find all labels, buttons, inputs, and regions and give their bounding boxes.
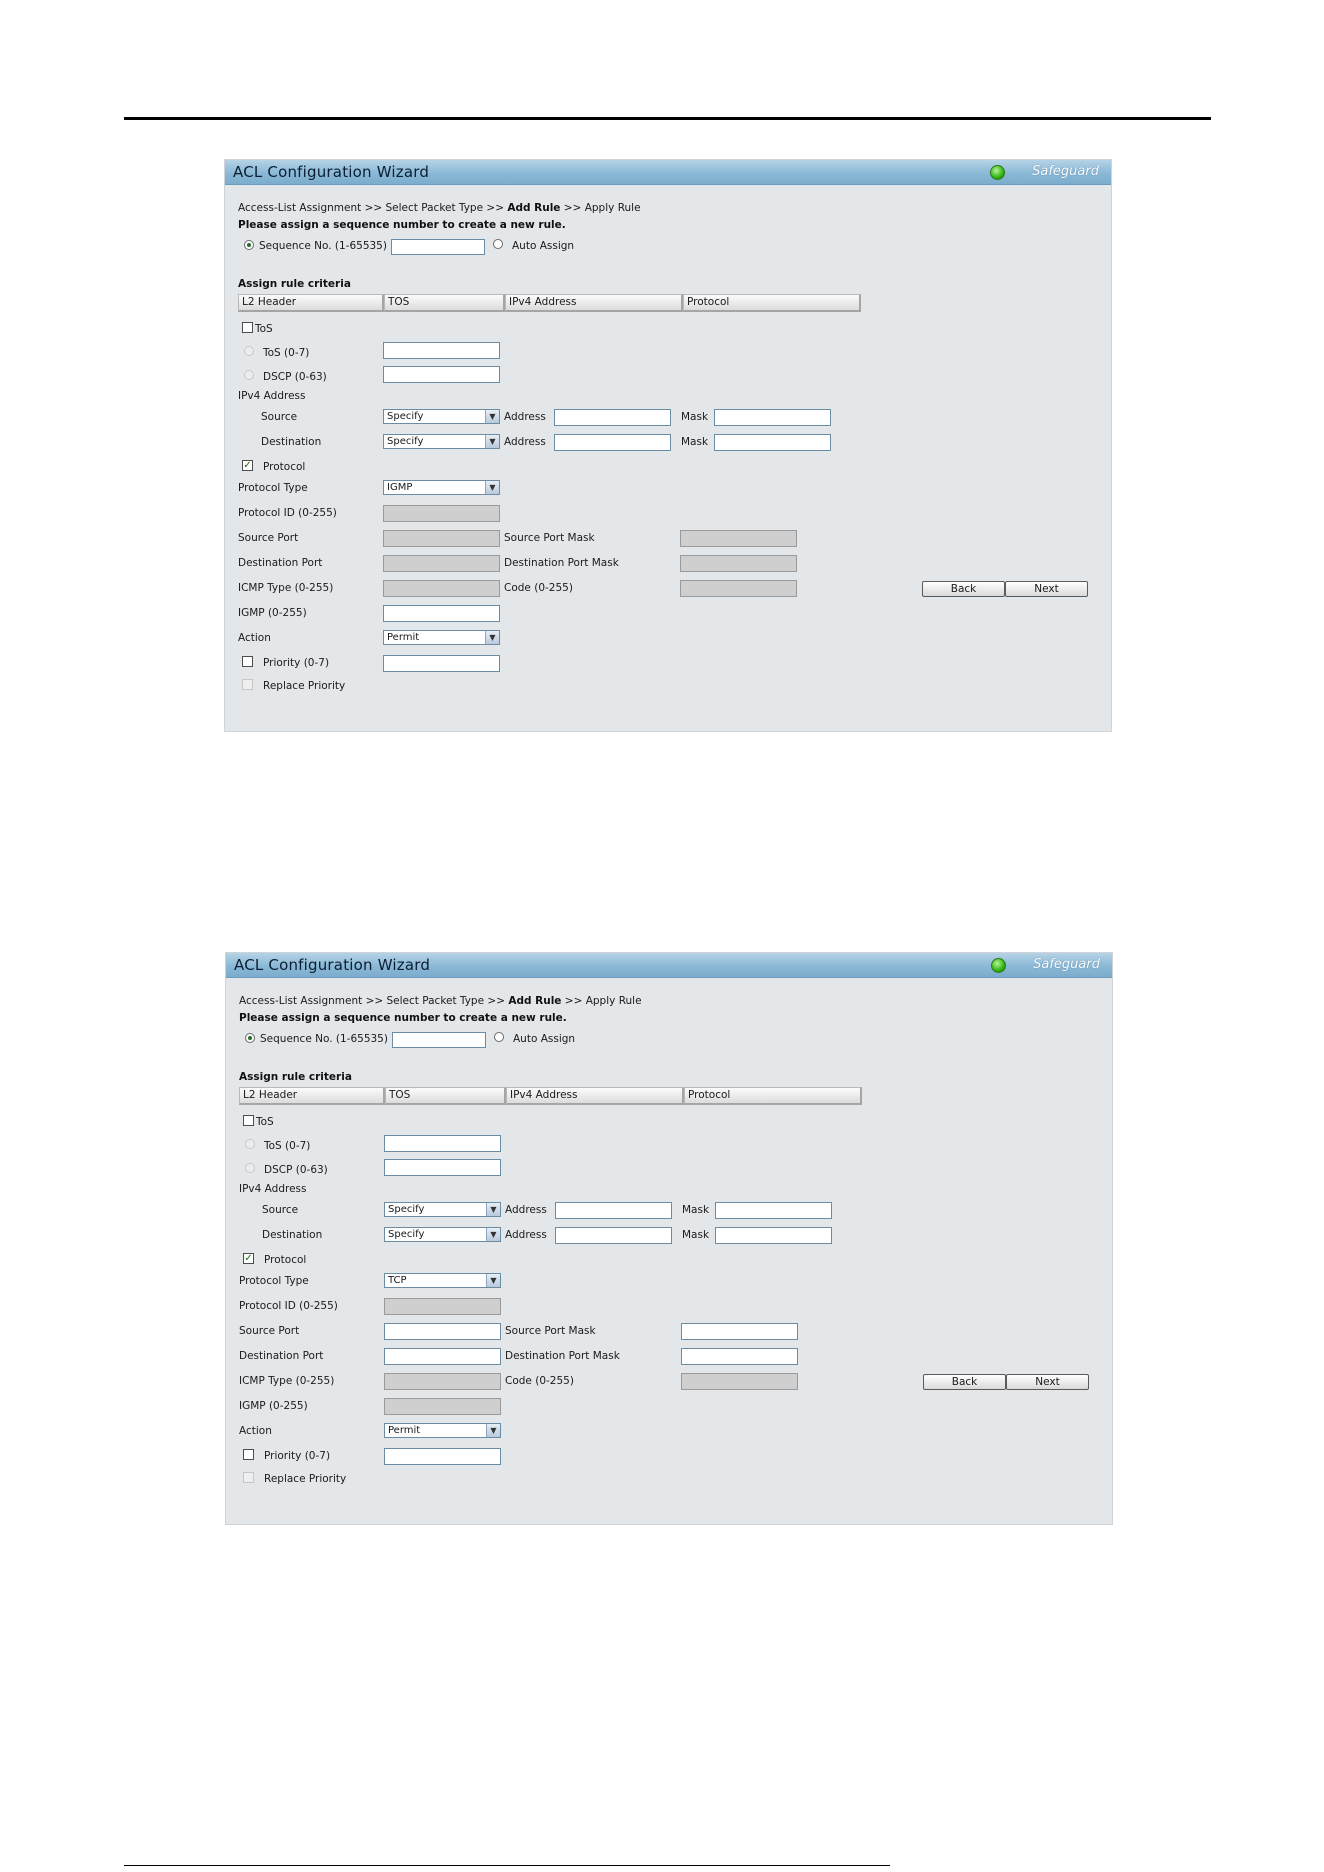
source-mask-input[interactable] (715, 1202, 832, 1219)
source-port-input[interactable] (384, 1323, 501, 1340)
acl-wizard-panel-tcp (225, 952, 1113, 1525)
replace-priority-checkbox[interactable] (242, 679, 253, 690)
protocol-check-label: Protocol (264, 1254, 307, 1266)
source-address-label: Address (504, 411, 546, 423)
tos-check-label: ToS (255, 323, 273, 335)
window-title: ACL Configuration Wizard (234, 956, 431, 974)
dscp-input[interactable] (383, 366, 500, 383)
tab-protocol[interactable]: Protocol (684, 1087, 862, 1105)
destination-port-mask-label: Destination Port Mask (504, 557, 619, 569)
destination-address-label: Address (504, 436, 546, 448)
replace-priority-label: Replace Priority (263, 680, 346, 692)
chevron-down-icon: ▼ (486, 1228, 500, 1241)
code-label: Code (0-255) (505, 1375, 574, 1387)
destination-address-input[interactable] (555, 1227, 672, 1244)
source-port-mask-label: Source Port Mask (504, 532, 595, 544)
icmp-type-label: ICMP Type (0-255) (238, 582, 334, 594)
icmp-type-input[interactable] (384, 1373, 501, 1390)
source-port-mask-input[interactable] (681, 1323, 798, 1340)
breadcrumb (239, 995, 642, 1007)
source-select-value: Specify (387, 411, 424, 422)
igmp-input[interactable] (383, 605, 500, 622)
tab-l2-header[interactable]: L2 Header (238, 294, 384, 312)
safeguard-label: Safeguard (1032, 164, 1099, 179)
breadcrumb-pre: Access-List Assignment >> Select Packet Type >> (239, 995, 509, 1007)
safeguard-status-icon (991, 958, 1006, 973)
protocol-id-input[interactable] (383, 505, 500, 522)
source-port-label: Source Port (239, 1325, 300, 1337)
destination-address-input[interactable] (554, 434, 671, 451)
dscp-label: DSCP (0-63) (263, 371, 327, 383)
code-label: Code (0-255) (504, 582, 573, 594)
chevron-down-icon: ▼ (485, 631, 499, 644)
source-port-input[interactable] (383, 530, 500, 547)
title-bar (226, 953, 1112, 978)
destination-select[interactable] (383, 434, 500, 449)
destination-port-label: Destination Port (238, 557, 323, 569)
sequence-input[interactable] (392, 1032, 486, 1048)
destination-port-mask-input[interactable] (681, 1348, 798, 1365)
chevron-down-icon: ▼ (486, 1424, 500, 1437)
chevron-down-icon: ▼ (485, 435, 499, 448)
next-button[interactable]: Next (1006, 1374, 1089, 1390)
chevron-down-icon: ▼ (485, 481, 499, 494)
igmp-label: IGMP (0-255) (238, 607, 307, 619)
tab-ipv4-address[interactable]: IPv4 Address (506, 1087, 684, 1105)
tos-radio[interactable] (245, 1139, 255, 1149)
protocol-type-label: Protocol Type (239, 1275, 309, 1287)
page-bottom-rule (124, 1865, 890, 1866)
tab-tos[interactable]: TOS (385, 1087, 506, 1105)
destination-mask-input[interactable] (715, 1227, 832, 1244)
auto-assign-label: Auto Assign (512, 240, 575, 252)
page-top-rule (124, 117, 1211, 120)
protocol-type-select[interactable] (383, 480, 500, 495)
priority-label: Priority (0-7) (264, 1450, 331, 1462)
source-select[interactable] (384, 1202, 501, 1217)
protocol-type-label: Protocol Type (238, 482, 308, 494)
code-input[interactable] (681, 1373, 798, 1390)
tos-checkbox[interactable] (243, 1115, 254, 1126)
source-select[interactable] (383, 409, 500, 424)
ipv4-heading: IPv4 Address (239, 1183, 307, 1195)
priority-input[interactable] (383, 655, 500, 672)
source-port-mask-input[interactable] (680, 530, 797, 547)
acl-wizard-panel-igmp (224, 159, 1112, 732)
action-select[interactable] (384, 1423, 501, 1438)
dscp-radio[interactable] (244, 370, 254, 380)
destination-select-value: Specify (387, 436, 424, 447)
protocol-type-select[interactable] (384, 1273, 501, 1288)
source-mask-label: Mask (682, 1204, 710, 1216)
auto-assign-radio[interactable] (494, 1032, 504, 1042)
tab-ipv4-address[interactable]: IPv4 Address (505, 294, 683, 312)
source-address-input[interactable] (554, 409, 671, 426)
igmp-label: IGMP (0-255) (239, 1400, 308, 1412)
tos-checkbox[interactable] (242, 322, 253, 333)
criteria-heading: Assign rule criteria (239, 1071, 352, 1083)
destination-select[interactable] (384, 1227, 501, 1242)
safeguard-status-icon (990, 165, 1005, 180)
criteria-heading: Assign rule criteria (238, 278, 351, 290)
sequence-label: Sequence No. (1-65535) (259, 240, 387, 252)
protocol-check-label: Protocol (263, 461, 306, 473)
back-button[interactable]: Back (922, 581, 1005, 597)
tos-radio[interactable] (244, 346, 254, 356)
protocol-id-label: Protocol ID (0-255) (238, 507, 337, 519)
breadcrumb-current: Add Rule (507, 202, 561, 214)
code-input[interactable] (680, 580, 797, 597)
tab-l2-header[interactable]: L2 Header (239, 1087, 385, 1105)
ipv4-heading: IPv4 Address (238, 390, 306, 402)
auto-assign-label: Auto Assign (513, 1033, 576, 1045)
breadcrumb-current: Add Rule (508, 995, 562, 1007)
chevron-down-icon: ▼ (486, 1203, 500, 1216)
chevron-down-icon: ▼ (486, 1274, 500, 1287)
protocol-type-value: TCP (388, 1275, 407, 1286)
breadcrumb-post: >> Apply Rule (560, 202, 641, 214)
destination-port-mask-input[interactable] (680, 555, 797, 572)
sequence-radio[interactable] (245, 1033, 255, 1043)
destination-port-label: Destination Port (239, 1350, 324, 1362)
source-address-input[interactable] (555, 1202, 672, 1219)
igmp-input[interactable] (384, 1398, 501, 1415)
destination-label: Destination (261, 436, 322, 448)
tos-label: ToS (0-7) (264, 1140, 311, 1152)
window-title: ACL Configuration Wizard (233, 163, 430, 181)
breadcrumb-pre: Access-List Assignment >> Select Packet Type >> (238, 202, 508, 214)
action-value: Permit (388, 1425, 421, 1436)
tos-input[interactable] (384, 1135, 501, 1152)
destination-port-input[interactable] (383, 555, 500, 572)
icmp-type-label: ICMP Type (0-255) (239, 1375, 335, 1387)
chevron-down-icon: ▼ (485, 410, 499, 423)
tos-check-label: ToS (256, 1116, 274, 1128)
dscp-label: DSCP (0-63) (264, 1164, 328, 1176)
action-select[interactable] (383, 630, 500, 645)
priority-checkbox[interactable] (243, 1449, 254, 1460)
destination-select-value: Specify (388, 1229, 425, 1240)
replace-priority-label: Replace Priority (264, 1473, 347, 1485)
priority-input[interactable] (384, 1448, 501, 1465)
source-port-label: Source Port (238, 532, 299, 544)
protocol-checkbox[interactable]: ✓ (243, 460, 252, 471)
protocol-id-input[interactable] (384, 1298, 501, 1315)
back-button[interactable]: Back (923, 1374, 1006, 1390)
dscp-input[interactable] (384, 1159, 501, 1176)
action-label: Action (239, 1425, 272, 1437)
source-address-label: Address (505, 1204, 547, 1216)
protocol-type-value: IGMP (387, 482, 413, 493)
destination-port-mask-label: Destination Port Mask (505, 1350, 620, 1362)
priority-label: Priority (0-7) (263, 657, 330, 669)
tab-protocol[interactable]: Protocol (683, 294, 861, 312)
destination-mask-label: Mask (681, 436, 709, 448)
prompt-text: Please assign a sequence number to create a new rule. (238, 219, 566, 231)
sequence-radio[interactable] (244, 240, 254, 250)
breadcrumb-post: >> Apply Rule (561, 995, 642, 1007)
breadcrumb (238, 202, 641, 214)
tos-input[interactable] (383, 342, 500, 359)
tos-label: ToS (0-7) (263, 347, 310, 359)
protocol-id-label: Protocol ID (0-255) (239, 1300, 338, 1312)
action-label: Action (238, 632, 271, 644)
prompt-text: Please assign a sequence number to create a new rule. (239, 1012, 567, 1024)
destination-address-label: Address (505, 1229, 547, 1241)
destination-mask-input[interactable] (714, 434, 831, 451)
next-button[interactable]: Next (1005, 581, 1088, 597)
sequence-label: Sequence No. (1-65535) (260, 1033, 388, 1045)
destination-mask-label: Mask (682, 1229, 710, 1241)
safeguard-label: Safeguard (1033, 957, 1100, 972)
destination-label: Destination (262, 1229, 323, 1241)
priority-checkbox[interactable] (242, 656, 253, 667)
icmp-type-input[interactable] (383, 580, 500, 597)
sequence-input[interactable] (391, 239, 485, 255)
source-label: Source (261, 411, 298, 423)
title-bar (225, 160, 1111, 185)
replace-priority-checkbox[interactable] (243, 1472, 254, 1483)
dscp-radio[interactable] (245, 1163, 255, 1173)
source-select-value: Specify (388, 1204, 425, 1215)
source-label: Source (262, 1204, 299, 1216)
protocol-checkbox[interactable]: ✓ (244, 1253, 253, 1264)
auto-assign-radio[interactable] (493, 239, 503, 249)
source-mask-label: Mask (681, 411, 709, 423)
tab-tos[interactable]: TOS (384, 294, 505, 312)
action-value: Permit (387, 632, 420, 643)
source-port-mask-label: Source Port Mask (505, 1325, 596, 1337)
destination-port-input[interactable] (384, 1348, 501, 1365)
source-mask-input[interactable] (714, 409, 831, 426)
